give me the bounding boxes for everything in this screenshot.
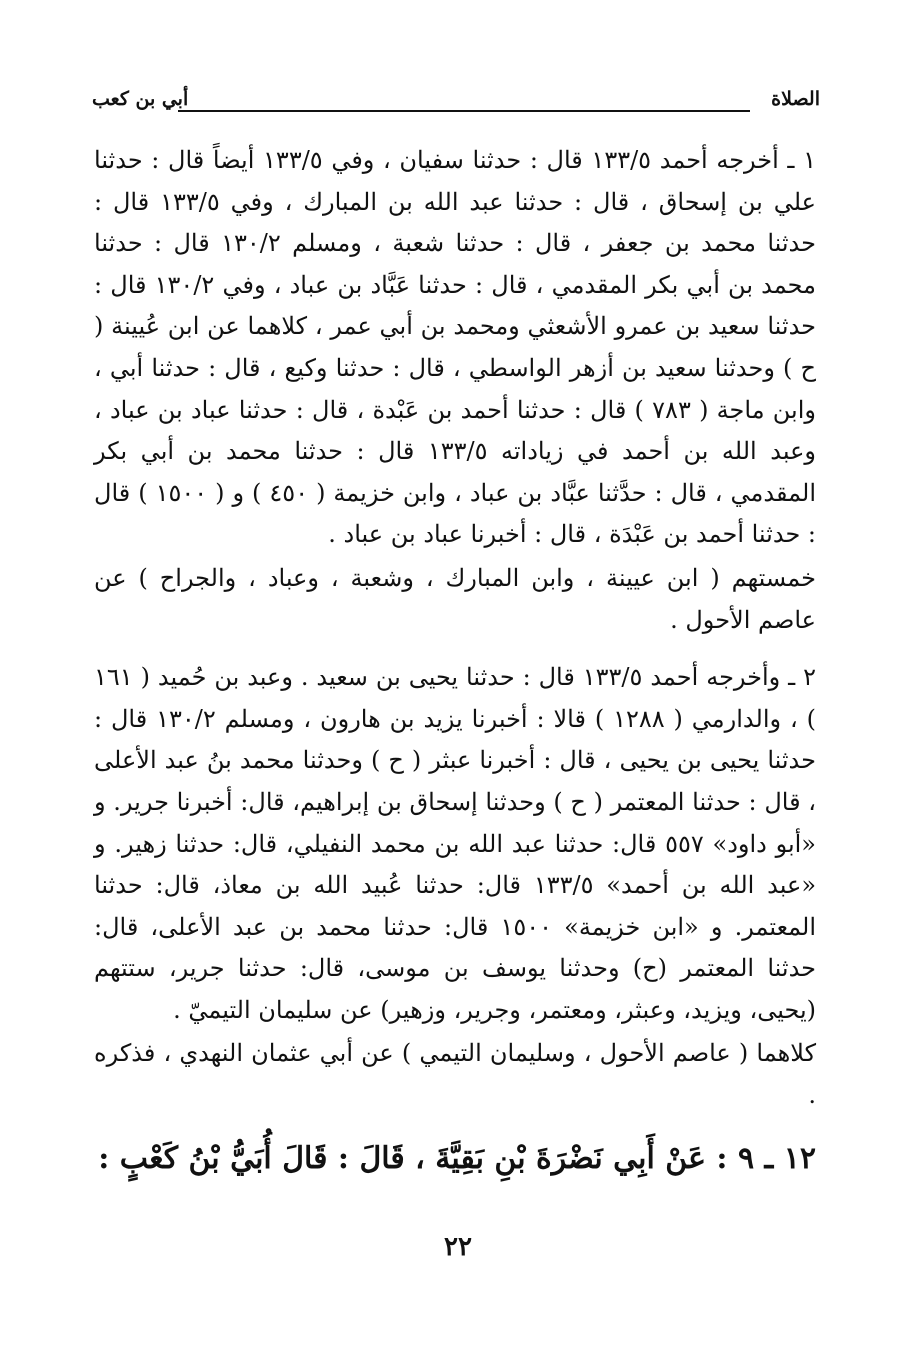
hadith-heading: ١٢ ـ ٩ : عَنْ أَبِي نَضْرَةَ بْنِ بَقِيَّةَ ، قَالَ : قَالَ أُبَيُّ بْنُ كَعْبٍ : xyxy=(98,1140,816,1176)
running-header xyxy=(92,88,820,128)
page-number: ٢٢ xyxy=(444,1232,472,1262)
paragraph-summary-1: خمستهم ( ابن عيينة ، وابن المبارك ، وشعبة ، وعباد ، والجراح ) عن عاصم الأحول . xyxy=(94,563,816,634)
header-chapter-title: الصلاة xyxy=(771,88,820,110)
paragraph-takhrij-2: ٢ ـ وأخرجه أحمد ١٣٣/٥ قال : حدثنا يحيى بن سعيد . وعبد بن حُميد ( ١٦١ ) ، والدارمي ( ١٢٨٨ ) قالا : أخبرنا يزيد بن هارون ، ومسلم ١٣٠/٢ قال : حدثنا يحيى بن يحيى ، قال : أخبرنا عبثر ( ح ) وحدثنا محمد بنُ عبد الأعلى ، قال : حدثنا المعتمر ( ح ) وحدثنا إسحاق بن إبراهيم، قال: أخبرنا جرير. و «أبو داود» ٥٥٧ قال: حدثنا عبد الله بن محمد النفيلي، قال: حدثنا زهير. و «عبد الله بن أحمد» ١٣٣/٥ قال: حدثنا عُبيد الله بن معاذ، قال: حدثنا المعتمر. و «ابن خزيمة» ١٥٠٠ قال: حدثنا محمد بن عبد الأعلى، قال: حدثنا المعتمر (ح) وحدثنا يوسف بن موسى، قال: حدثنا جرير، ستتهم (يحيى، ويزيد، وعبثر، ومعتمر، وجرير، وزهير) عن سليمان التيميّ . xyxy=(94,663,817,1024)
page-body xyxy=(94,140,816,1185)
paragraph-conclusion: كلاهما ( عاصم الأحول ، وسليمان التيمي ) عن أبي عثمان النهدي ، فذكره . xyxy=(94,1039,816,1110)
header-book-title: أبي بن كعب xyxy=(92,88,189,110)
header-rule xyxy=(178,110,750,112)
paragraph-takhrij-1: ١ ـ أخرجه أحمد ١٣٣/٥ قال : حدثنا سفيان ، وفي ١٣٣/٥ أيضاً قال : حدثنا علي بن إسحاق ، قال : حدثنا عبد الله بن المبارك ، وفي ١٣٣/٥ قال : حدثنا محمد بن جعفر ، قال : حدثنا شعبة ، ومسلم ١٣٠/٢ قال : حدثنا محمد بن أبي بكر المقدمي ، قال : حدثنا عَبَّاد بن عباد ، وفي ١٣٠/٢ قال : حدثنا سعيد بن عمرو الأشعثي ومحمد بن أبي عمر ، كلاهما عن ابن عُيينة ( ح ) وحدثنا سعيد بن أزهر الواسطي ، قال : حدثنا وكيع ، قال : حدثنا أبي ، وابن ماجة ( ٧٨٣ ) قال : حدثنا أحمد بن عَبْدة ، قال : حدثنا عباد بن عباد ، وعبد الله بن أحمد في زياداته ١٣٣/٥ قال : حدثنا محمد بن أبي بكر المقدمي ، قال : حدَّثنا عبَّاد بن عباد ، وابن خزيمة ( ٤٥٠ ) و ( ١٥٠٠ ) قال : حدثنا أحمد بن عَبْدَة ، قال : أخبرنا عباد بن عباد . xyxy=(94,146,817,549)
